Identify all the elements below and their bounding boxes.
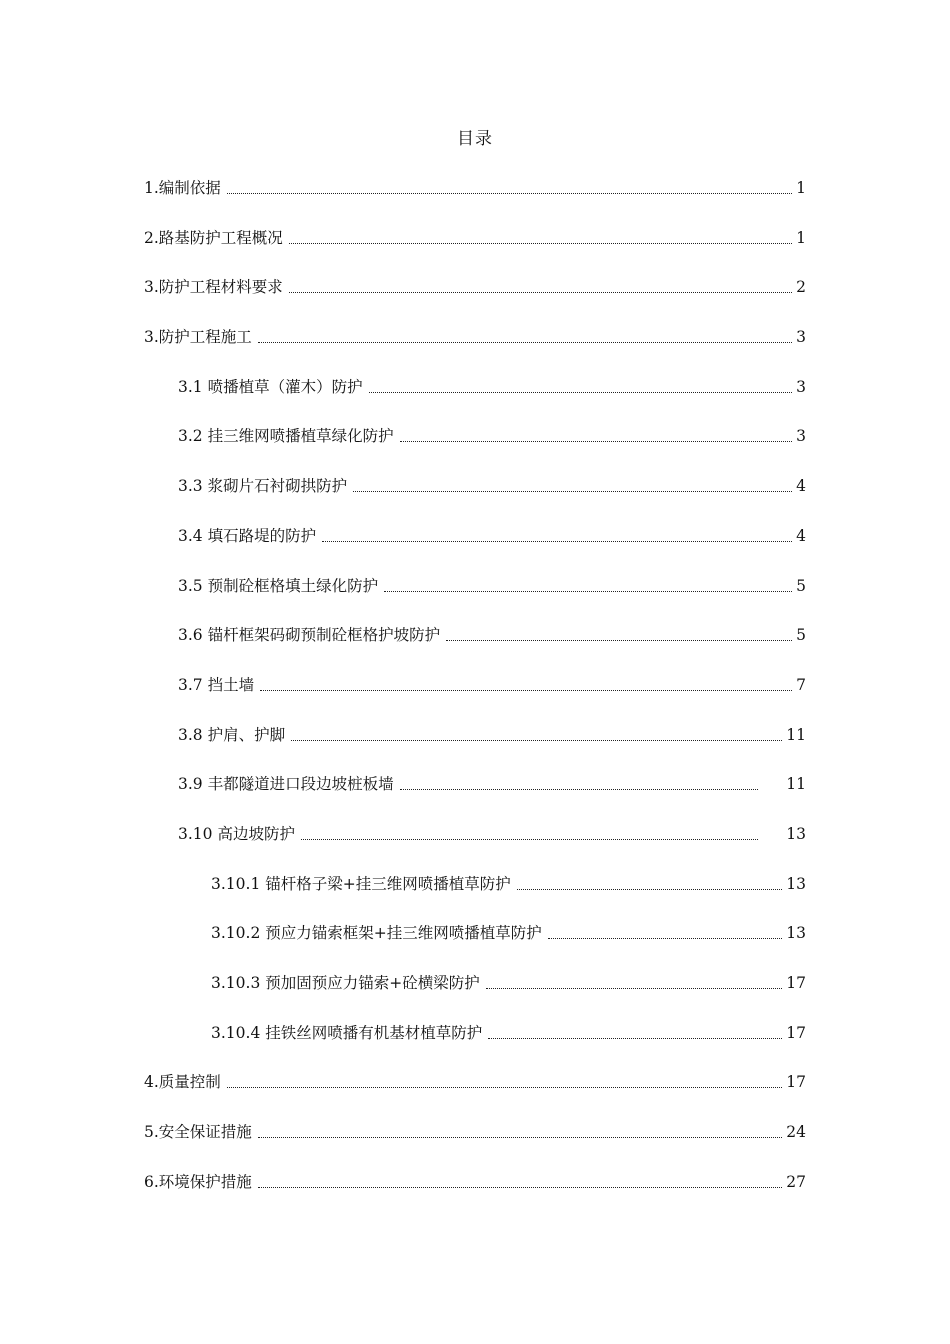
dot-leader — [289, 275, 792, 293]
dot-leader — [548, 921, 783, 939]
toc-entry[interactable] — [178, 673, 806, 723]
toc-entry[interactable] — [144, 226, 806, 276]
toc-entry[interactable] — [144, 1120, 806, 1170]
toc-entry[interactable] — [211, 872, 806, 922]
dot-leader — [322, 524, 792, 542]
dot-leader — [227, 1070, 782, 1088]
toc-entry-label: 4.质量控制 — [144, 1073, 221, 1092]
toc-entry[interactable] — [144, 1070, 806, 1120]
dot-leader — [486, 971, 783, 989]
dot-leader — [517, 872, 783, 890]
toc-entry[interactable] — [178, 574, 806, 624]
toc-entry[interactable] — [144, 176, 806, 226]
toc-entry-label: 3.2 挂三维网喷播植草绿化防护 — [178, 427, 394, 446]
toc-entry-page: 5 — [796, 626, 806, 645]
toc-entry-page: 3 — [796, 377, 806, 396]
dot-leader — [289, 226, 792, 244]
toc-entry-page: 13 — [786, 824, 806, 843]
toc-entry-label: 3.防护工程施工 — [144, 328, 252, 347]
toc-entry-page: 24 — [786, 1123, 806, 1142]
toc-entry-page: 13 — [786, 874, 806, 893]
toc-entry[interactable] — [144, 1170, 806, 1220]
dot-leader — [488, 1021, 782, 1039]
toc-entry[interactable] — [211, 971, 806, 1021]
toc-entry[interactable] — [178, 474, 806, 524]
dot-leader — [291, 723, 782, 741]
toc-entry-page: 13 — [786, 924, 806, 943]
dot-leader — [258, 325, 792, 343]
toc-entry-page: 3 — [796, 328, 806, 347]
toc-entry-label: 3.5 预制砼框格填土绿化防护 — [178, 576, 379, 595]
toc-entry-label: 3.1 喷播植草（灌木）防护 — [178, 377, 363, 396]
toc-entry-label: 2.路基防护工程概况 — [144, 228, 283, 247]
toc-entry[interactable] — [178, 822, 806, 872]
toc-entry-page: 4 — [796, 526, 806, 545]
toc-entry-label: 3.10.3 预加固预应力锚索+砼横梁防护 — [211, 974, 480, 992]
toc-entry-label: 3.4 填石路堤的防护 — [178, 526, 317, 545]
dot-leader — [260, 673, 792, 691]
toc-entry[interactable] — [144, 325, 806, 375]
dot-leader — [227, 176, 792, 194]
toc-entry[interactable] — [178, 723, 806, 773]
dot-leader — [446, 623, 792, 641]
dot-leader — [258, 1170, 782, 1188]
toc-entry-label: 1.编制依据 — [144, 179, 221, 197]
toc-entry-page: 2 — [796, 278, 806, 297]
dot-leader — [400, 424, 793, 442]
table-of-contents — [0, 176, 950, 1219]
toc-entry-page: 27 — [786, 1172, 806, 1191]
toc-entry[interactable] — [178, 375, 806, 425]
toc-entry-page: 11 — [786, 775, 806, 794]
toc-entry-page: 1 — [796, 228, 806, 247]
toc-entry-label: 3.防护工程材料要求 — [144, 278, 283, 297]
toc-entry-page: 17 — [786, 974, 806, 992]
toc-entry-page: 7 — [796, 675, 806, 694]
toc-entry-label: 3.3 浆砌片石衬砌拱防护 — [178, 477, 348, 496]
toc-entry-page: 5 — [796, 576, 806, 595]
toc-entry-label: 3.10.4 挂铁丝网喷播有机基材植草防护 — [211, 1023, 483, 1042]
toc-entry[interactable] — [178, 623, 806, 673]
toc-entry[interactable] — [144, 275, 806, 325]
dot-leader — [384, 574, 792, 592]
dot-leader — [301, 822, 758, 840]
dot-leader — [369, 375, 793, 393]
toc-entry-label: 3.6 锚杆框架码砌预制砼框格护坡防护 — [178, 626, 441, 645]
toc-entry[interactable] — [178, 772, 806, 822]
toc-entry-label: 3.9 丰都隧道进口段边坡桩板墙 — [178, 775, 394, 794]
toc-entry-label: 3.8 护肩、护脚 — [178, 725, 286, 744]
toc-entry-label: 3.10.2 预应力锚索框架+挂三维网喷播植草防护 — [211, 924, 542, 943]
toc-entry[interactable] — [211, 921, 806, 971]
toc-entry[interactable] — [211, 1021, 806, 1071]
toc-entry-page: 3 — [796, 427, 806, 446]
dot-leader — [400, 772, 758, 790]
toc-entry-page: 17 — [786, 1023, 806, 1042]
dot-leader — [258, 1120, 782, 1138]
toc-entry[interactable] — [178, 524, 806, 574]
toc-entry-label: 6.环境保护措施 — [144, 1172, 252, 1191]
dot-leader — [353, 474, 792, 492]
toc-entry-label: 3.10 高边坡防护 — [178, 824, 295, 843]
toc-entry[interactable] — [178, 424, 806, 474]
toc-entry-page: 17 — [786, 1073, 806, 1092]
toc-title: 目录 — [457, 129, 493, 149]
toc-entry-label: 5.安全保证措施 — [144, 1123, 252, 1142]
toc-entry-page: 1 — [796, 179, 806, 197]
toc-entry-label: 3.7 挡土墙 — [178, 675, 255, 694]
toc-entry-page: 4 — [796, 477, 806, 496]
toc-entry-label: 3.10.1 锚杆格子梁+挂三维网喷播植草防护 — [211, 874, 511, 893]
toc-entry-page: 11 — [786, 725, 806, 744]
